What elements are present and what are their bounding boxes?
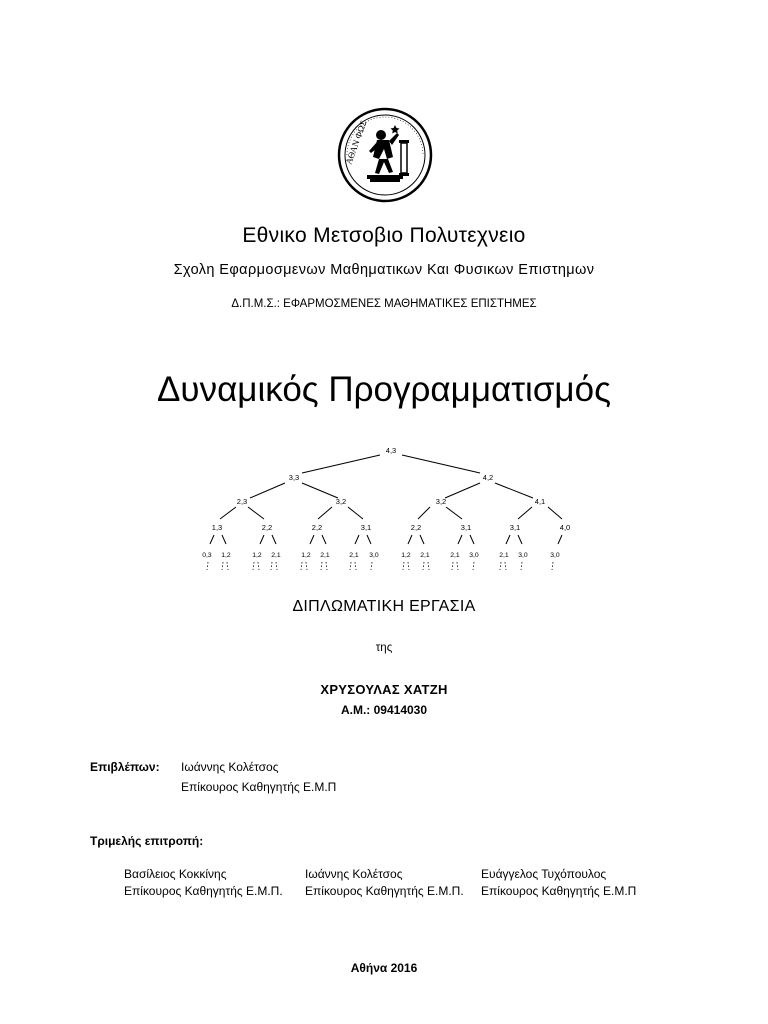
tree-node: 1,2: [401, 552, 411, 559]
tree-edge: [260, 535, 264, 544]
tree-edge: [495, 483, 533, 498]
tree-edge: [506, 535, 510, 544]
supervisor-name: Ιωάννης Κολέτσος: [181, 760, 279, 774]
tree-node: 2,1: [450, 552, 460, 559]
tree-edge: [420, 535, 424, 544]
tree-node: 4,1: [534, 497, 546, 506]
tree-edge: [248, 507, 264, 519]
tree-edge: [222, 535, 226, 544]
tree-node: 2,3: [236, 497, 248, 506]
tree-node: 3,2: [335, 497, 347, 506]
tree-node: 2,1: [320, 552, 330, 559]
tree-node: 2,1: [271, 552, 281, 559]
university-name: Εθνικο Μετσοβιο Πολυτεχνειο: [242, 224, 526, 247]
tree-edge: [418, 507, 430, 519]
tree-edge: [518, 507, 532, 519]
supervisor-label: Επιβλέπων:: [90, 760, 160, 774]
tree-node: 3,0: [469, 552, 479, 559]
tree-edge: [367, 535, 371, 544]
tree-node: 3,3: [288, 473, 300, 482]
tree-node: 2,2: [261, 523, 273, 532]
tree-edge: [322, 535, 326, 544]
tree-node: 1,2: [221, 552, 231, 559]
tree-node: 1,2: [301, 552, 311, 559]
tree-node: 3,1: [509, 523, 521, 532]
tree-dashed-edges: [207, 562, 553, 570]
tree-node: 0,3: [202, 552, 212, 559]
author-name: ΧΡΥΣΟΥΛΑΣ ΧΑΤΖΗ: [320, 682, 448, 697]
tree-node: 3,1: [460, 523, 472, 532]
tree-node: 4,0: [559, 523, 571, 532]
tree-edge: [446, 507, 462, 519]
committee-member-title: Επίκουρος Καθηγητής Ε.Μ.Π.: [124, 884, 283, 898]
tree-edge: [558, 535, 562, 544]
tree-node: 3,0: [369, 552, 379, 559]
committee-member-name: Βασίλειος Κοκκίνης: [124, 867, 227, 881]
tree-node: 3,0: [518, 552, 528, 559]
tree-node: 1,3: [211, 523, 223, 532]
committee-member-title: Επίκουρος Καθηγητής Ε.Μ.Π: [481, 884, 637, 898]
student-id: Α.Μ.: 09414030: [340, 703, 428, 717]
recursion-tree-diagram: [190, 440, 590, 575]
tree-node: 3,0: [550, 552, 560, 559]
tree-edge: [272, 535, 276, 544]
place-year: Αθήνα 2016: [350, 961, 418, 975]
committee-member-name: Ευάγγελος Τυχόπουλος: [481, 867, 607, 881]
thesis-title: Δυναμικός Προγραμματισμός: [157, 370, 611, 409]
tree-edge: [302, 483, 338, 498]
school-name: Σχολη Εφαρμοσμενων Μαθηματικων Και Φυσικων Επιστημων: [173, 262, 595, 278]
tree-edge: [355, 535, 359, 544]
tree-edge: [402, 455, 480, 473]
supervisor-title: Επίκουρος Καθηγητής Ε.Μ.Π: [181, 780, 337, 794]
committee-member-name: Ιωάννης Κολέτσος: [305, 867, 403, 881]
tree-node: 3,1: [360, 523, 372, 532]
tree-edge: [302, 455, 380, 473]
thesis-type: ΔΙΠΛΩΜΑΤΙΚΗ ΕΡΓΑΣΙΑ: [292, 598, 476, 615]
of-label: της: [375, 642, 393, 654]
tree-edge: [518, 535, 522, 544]
tree-edge: [220, 507, 236, 519]
tree-edge: [445, 483, 480, 498]
tree-node: 4,2: [482, 473, 494, 482]
tree-node: 2,1: [420, 552, 430, 559]
tree-node: 2,1: [499, 552, 509, 559]
tree-node: 2,1: [349, 552, 359, 559]
tree-node: 2,2: [311, 523, 323, 532]
tree-edge: [548, 507, 562, 519]
committee-label: Τριμελής επιτροπή:: [90, 834, 204, 848]
tree-node: 4,3: [385, 446, 397, 455]
tree-node: 3,2: [435, 497, 447, 506]
tree-node: 2,2: [410, 523, 422, 532]
tree-edge: [318, 507, 332, 519]
tree-edge: [348, 507, 363, 519]
tree-edge: [210, 535, 214, 544]
tree-node: 1,2: [252, 552, 262, 559]
tree-edge: [408, 535, 412, 544]
department-name: Δ.Π.Μ.Σ.: ΕΦΑΡΜΟΣΜΕΝΕΣ ΜΑΘΗΜΑΤΙΚΕΣ ΕΠΙΣΤΗΜΕΣ: [231, 298, 537, 310]
tree-edge: [310, 535, 314, 544]
tree-edge: [470, 535, 474, 544]
tree-edge: [250, 483, 285, 498]
tree-edge: [458, 535, 462, 544]
university-seal-emblem: [337, 107, 433, 203]
committee-member-title: Επίκουρος Καθηγητής Ε.Μ.Π.: [305, 884, 464, 898]
seal-inscription: ΑΘΑΝ ΦΩΣ: [343, 119, 369, 166]
